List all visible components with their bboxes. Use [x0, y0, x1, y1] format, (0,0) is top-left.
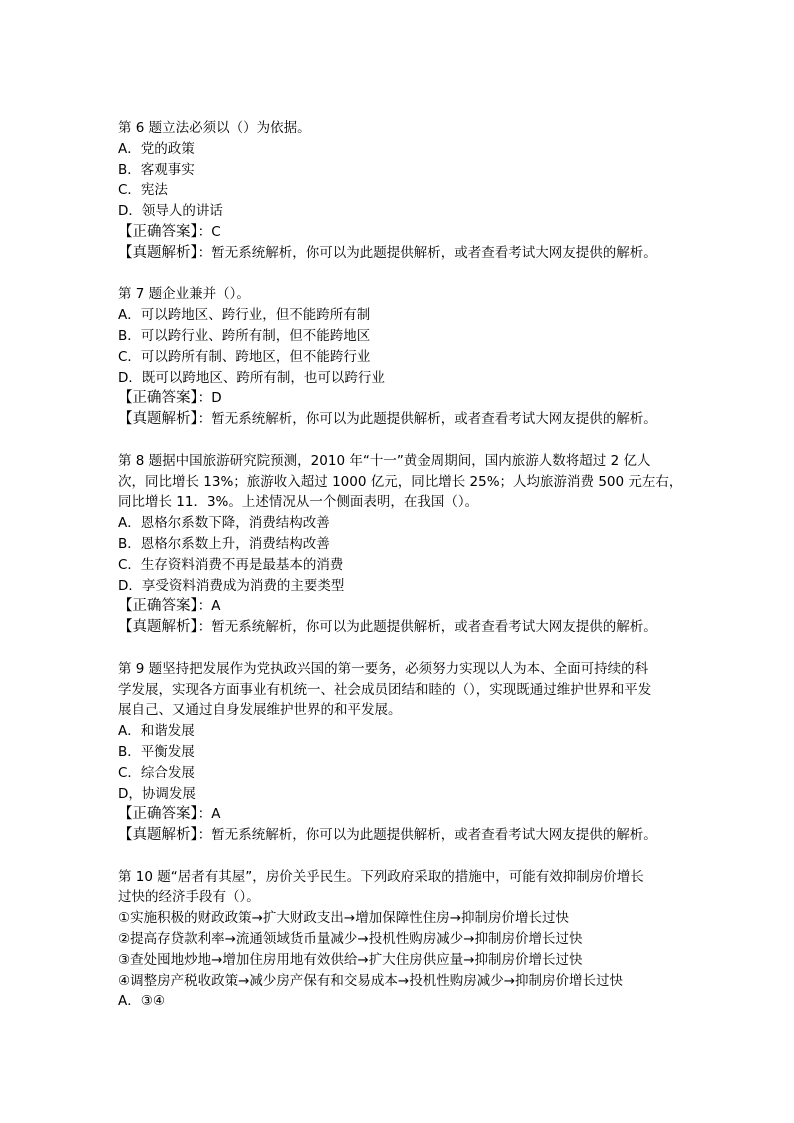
- option-c: C．生存资料消费不再是最基本的消费: [118, 556, 344, 573]
- question-stem-line-1: 第 9 题坚持把发展作为党执政兴国的第一要务，必须努力实现以人为本、全面可持续的科: [118, 660, 649, 677]
- analysis-text: ：暂无系统解析，你可以为此题提供解析，或者查看考试大网友提供的解析。: [197, 827, 657, 844]
- question-stem-line-1: 第 8 题据中国旅游研究院预测，2010 年“十一”黄金周期间，国内旅游人数将超过 2 亿人: [118, 452, 651, 469]
- document-page: [118, 118, 688, 1033]
- option-b: B．可以跨行业、跨所有制，但不能跨地区: [118, 327, 371, 344]
- option-a: A．③④: [118, 993, 165, 1010]
- correct-answer-value: ：A: [197, 598, 221, 615]
- statement-1: ①实施积极的财政政策→扩大财政支出→增加保障性住房→抑制房价增长过快: [118, 910, 570, 927]
- option-c: C．可以跨所有制、跨地区，但不能跨行业: [118, 348, 371, 365]
- correct-answer-label: 【正确答案】: [118, 806, 198, 823]
- correct-answer-label: 【正确答案】: [118, 598, 198, 615]
- correct-answer-value: ：A: [197, 806, 221, 823]
- question-7: [118, 284, 688, 430]
- question-stem-line-1: 第 10 题“居者有其屋”，房价关乎民生。下列政府采取的措施中，可能有效抑制房价增长: [118, 868, 644, 885]
- question-10: [118, 867, 688, 1013]
- analysis: [118, 825, 688, 846]
- correct-answer-label: 【正确答案】: [118, 223, 198, 240]
- statement-4: ④调整房产税收政策→减少房产保有和交易成本→投机性购房减少→抑制房价增长过快: [118, 972, 624, 989]
- option-a: A．党的政策: [118, 140, 195, 157]
- option-d: D．领导人的讲话: [118, 203, 223, 220]
- question-stem-line-2: 次，同比增长 13%；旅游收入超过 1000 亿元，同比增长 25%；人均旅游消费 500 元左右，: [118, 473, 683, 490]
- option-b: B．平衡发展: [118, 743, 195, 760]
- correct-answer-value: ：C: [197, 223, 221, 240]
- question-stem-line-2: 学发展，实现各方面事业有机统一、社会成员团结和睦的（），实现既通过维护世界和平发: [118, 681, 652, 698]
- question-9: [118, 659, 688, 846]
- correct-answer-label: 【正确答案】: [118, 390, 198, 407]
- option-a: A．可以跨地区、跨行业，但不能跨所有制: [118, 307, 371, 324]
- analysis-label: 【真题解析】: [118, 411, 198, 428]
- analysis: [118, 243, 688, 264]
- correct-answer: [118, 222, 688, 243]
- question-stem-line-2: 过快的经济手段有（）。: [118, 889, 260, 906]
- option-a: A．和谐发展: [118, 723, 195, 740]
- option-b: B．客观事实: [118, 161, 195, 178]
- analysis-label: 【真题解析】: [118, 827, 198, 844]
- option-d: D．享受资料消费成为消费的主要类型: [118, 577, 345, 594]
- question-stem: 第 6 题立法必须以（）为依据。: [118, 120, 311, 136]
- question-stem: 第 7 题企业兼并（）。: [118, 286, 250, 303]
- correct-answer-value: ：D: [197, 390, 222, 407]
- option-d: D，协调发展: [118, 785, 196, 802]
- question-stem-line-3: 同比增长 11．3%。上述情况从一个侧面表明，在我国（）。: [118, 494, 479, 511]
- option-c: C．宪法: [118, 182, 168, 199]
- analysis-text: ：暂无系统解析，你可以为此题提供解析，或者查看考试大网友提供的解析。: [197, 244, 657, 261]
- analysis: [118, 409, 688, 430]
- analysis-text: ：暂无系统解析，你可以为此题提供解析，或者查看考试大网友提供的解析。: [197, 619, 657, 636]
- question-8: [118, 451, 688, 638]
- option-d: D．既可以跨地区、跨所有制，也可以跨行业: [118, 369, 385, 386]
- analysis-label: 【真题解析】: [118, 244, 198, 261]
- statement-2: ②提高存贷款利率→流通领域货币量减少→投机性购房减少→抑制房价增长过快: [118, 931, 583, 948]
- option-c: C．综合发展: [118, 764, 195, 781]
- correct-answer: [118, 596, 688, 617]
- question-stem-line-3: 展自己、又通过自身发展维护世界的和平发展。: [118, 702, 402, 719]
- option-b: B．恩格尔系数上升，消费结构改善: [118, 535, 330, 552]
- statement-3: ③查处囤地炒地→增加住房用地有效供给→扩大住房供应量→抑制房价增长过快: [118, 951, 583, 968]
- question-6: [118, 118, 688, 264]
- correct-answer: [118, 388, 688, 409]
- analysis: [118, 617, 688, 638]
- option-a: A．恩格尔系数下降，消费结构改善: [118, 515, 330, 532]
- correct-answer: [118, 804, 688, 825]
- analysis-text: ：暂无系统解析，你可以为此题提供解析，或者查看考试大网友提供的解析。: [197, 411, 657, 428]
- analysis-label: 【真题解析】: [118, 619, 198, 636]
